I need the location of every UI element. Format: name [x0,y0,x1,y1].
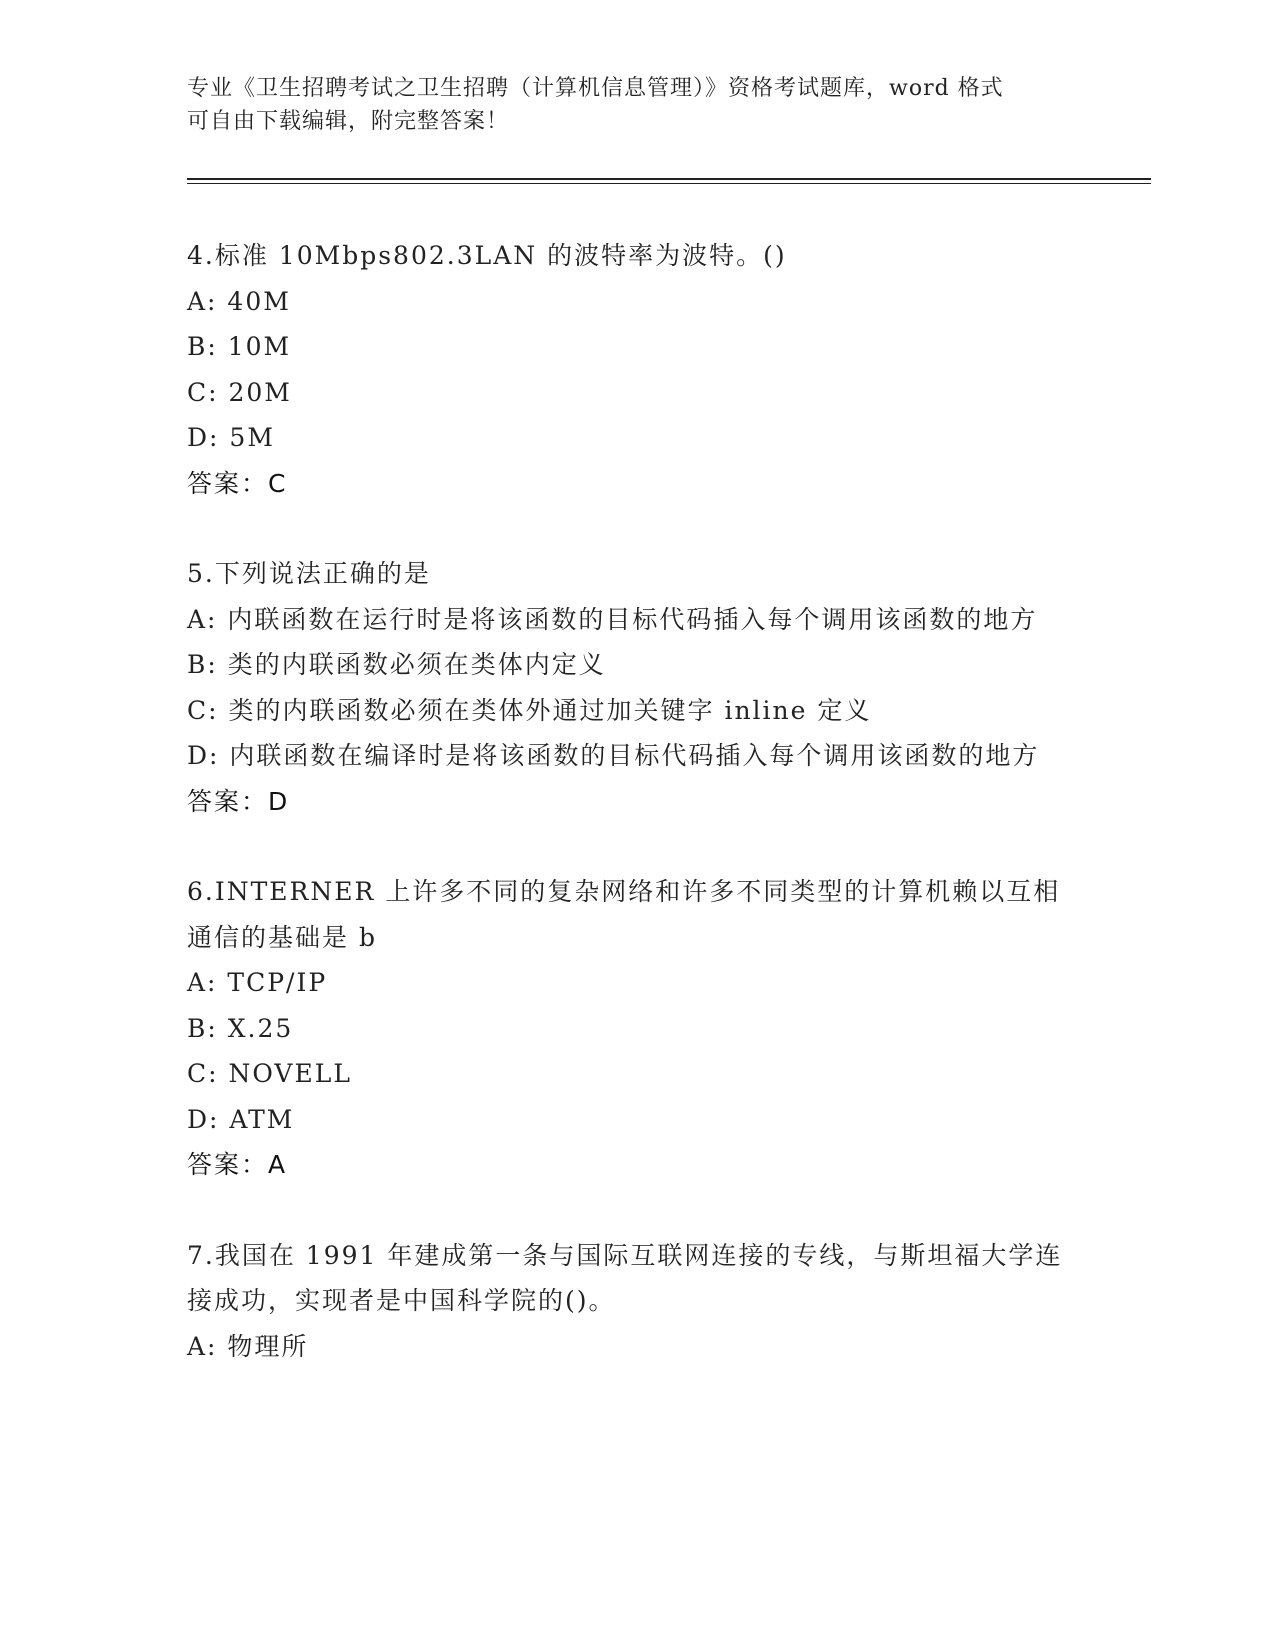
option-d: D: 5M [187,423,275,452]
option-a: A: 内联函数在运行时是将该函数的目标代码插入每个调用该函数的地方 [187,604,1038,634]
option-c: C: 类的内联函数必须在类体外通过加关键字 inline 定义 [187,695,872,725]
question-6 [187,869,1087,1188]
answer-line: 答案：C [187,468,288,498]
option-b: B: 类的内联函数必须在类体内定义 [187,650,606,679]
question-4 [187,233,1087,506]
option-a: A: 40M [187,286,291,316]
header-line-2: 可自由下载编辑，附完整答案！ [187,109,510,134]
header-line-1: 专业《卫生招聘考试之卫生招聘（计算机信息管理）》资格考试题库，word 格式 [187,76,1004,101]
question-5 [187,551,1087,824]
question-text: 5.下列说法正确的是 [187,559,431,588]
option-d: D: ATM [187,1104,295,1134]
answer-line: 答案：D [187,786,290,816]
question-text: 7.我国在 1991 年建成第一条与国际互联网连接的专线，与斯坦福大学连接成功，实现者是中国科学院的()。 [187,1240,1063,1315]
option-a: A: 物理所 [187,1331,309,1361]
option-a: A: TCP/IP [187,968,328,997]
header-divider-thick [187,178,1151,180]
option-b: B: 10M [187,332,292,361]
question-text: 6.INTERNER 上许多不同的复杂网络和许多不同类型的计算机赖以互相通信的基础是 b [187,877,1061,952]
question-text: 4.标准 10Mbps802.3LAN 的波特率为波特。() [187,241,787,270]
document-header [187,72,1087,138]
question-list [187,233,1087,1414]
option-d: D: 内联函数在编译时是将该函数的目标代码插入每个调用该函数的地方 [187,741,1040,770]
header-divider-thin [187,183,1151,184]
option-b: B: X.25 [187,1013,294,1043]
answer-line: 答案：A [187,1150,288,1179]
question-7 [187,1233,1087,1370]
option-c: C: 20M [187,377,292,407]
option-c: C: NOVELL [187,1059,352,1088]
